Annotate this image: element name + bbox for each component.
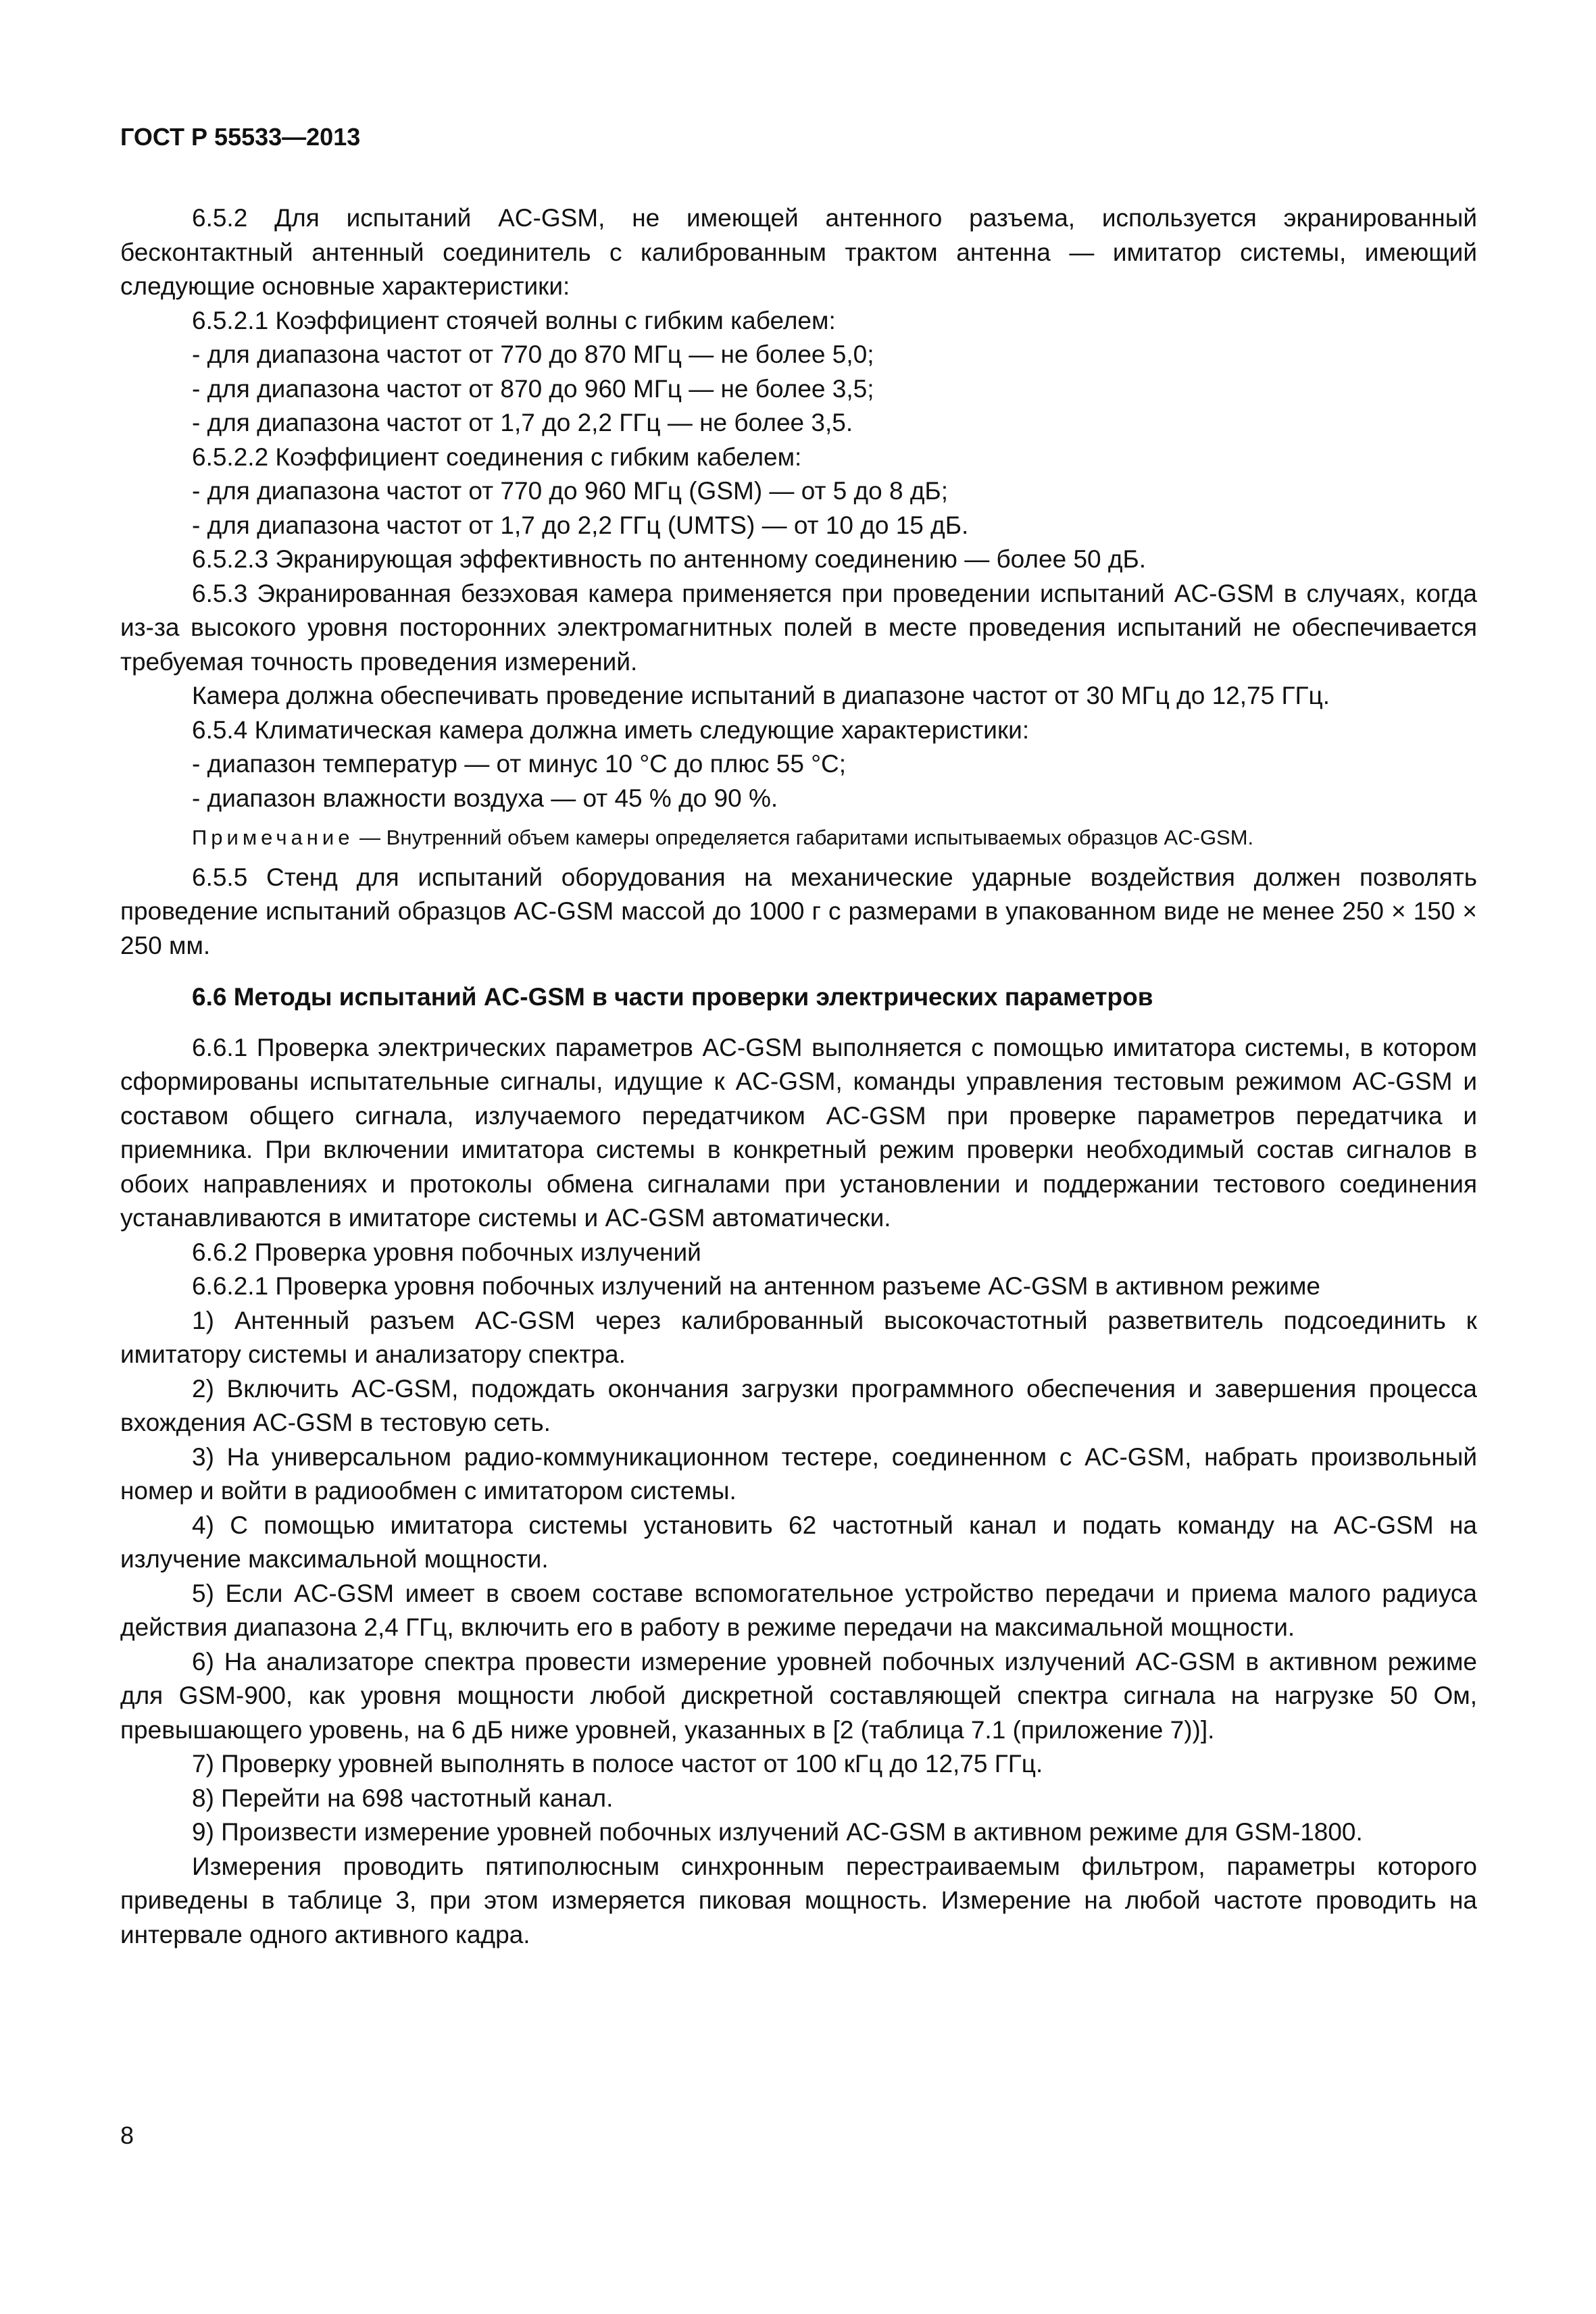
- list-item: - диапазон влажности воздуха — от 45 % до 90 %.: [192, 784, 778, 812]
- paragraph-6-6-2: 6.6.2 Проверка уровня побочных излучений: [192, 1238, 701, 1266]
- list-item: - для диапазона частот от 1,7 до 2,2 ГГц — не более 3,5.: [192, 409, 853, 436]
- step-5: 5) Если AC-GSM имеет в своем составе вспомогательное устройство передачи и приема малого радиуса действия диапазона 2,4 ГГц, включить его в работу в режиме передачи на максимальной мощности.: [120, 1579, 1477, 1641]
- paragraph-chamber-range: Камера должна обеспечивать проведение испытаний в диапазоне частот от 30 МГц до 12,75 ГГц.: [192, 682, 1330, 709]
- step-8: 8) Перейти на 698 частотный канал.: [192, 1784, 614, 1812]
- paragraph-6-6-1: 6.6.1 Проверка электрических параметров AC-GSM выполняется с помощью имитатора системы, в котором сформированы испытательные сигналы, идущие к AC-GSM, команды управления тестовым режимом AC-GSM и составом общего сигнала, излучаемого передатчиком AC-GSM при проверке параметров передатчика и приемника. При включении имитатора системы в конкретный режим проверки необходимый состав сигналов в обоих направлениях и протоколы обмена сигналами при установлении и поддержании тестового соединения устанавливаются в имитаторе системы и AC-GSM автоматически.: [120, 1033, 1477, 1232]
- list-item: - для диапазона частот от 770 до 960 МГц (GSM) — от 5 до 8 дБ;: [192, 477, 948, 505]
- step-2: 2) Включить AC-GSM, подождать окончания загрузки программного обеспечения и завершения процесса вхождения AC-GSM в тестовую сеть.: [120, 1374, 1477, 1436]
- paragraph-6-5-2-2: 6.5.2.2 Коэффициент соединения с гибким кабелем:: [192, 443, 802, 471]
- list-item: - для диапазона частот от 1,7 до 2,2 ГГц (UMTS) — от 10 до 15 дБ.: [192, 511, 969, 539]
- step-3: 3) На универсальном радио-коммуникационном тестере, соединенном с AC-GSM, набрать произвольный номер и войти в радиообмен с имитатором системы.: [120, 1442, 1477, 1505]
- note: [120, 821, 1477, 855]
- note-text: — Внутренний объем камеры определяется габаритами испытываемых образцов AC-GSM.: [353, 826, 1254, 849]
- paragraph-6-5-2: 6.5.2 Для испытаний AC-GSM, не имеющей антенного разъема, используется экранированный бесконтактный антенный соединитель с калиброванным трактом антенна — имитатор системы, имеющий следующие основные характеристики:: [120, 204, 1477, 300]
- step-7: 7) Проверку уровней выполнять в полосе частот от 100 кГц до 12,75 ГГц.: [192, 1750, 1043, 1778]
- paragraph-6-5-3: 6.5.3 Экранированная безэховая камера применяется при проведении испытаний AC-GSM в случаях, когда из-за высокого уровня посторонних электромагнитных полей в месте проведения испытаний не обеспечивается требуемая точность проведения измерений.: [120, 579, 1477, 676]
- paragraph-6-5-5: 6.5.5 Стенд для испытаний оборудования на механические ударные воздействия должен позволять проведение испытаний образцов AC-GSM массой до 1000 г с размерами в упакованном виде не менее 250 × 150 × 250 мм.: [120, 863, 1477, 959]
- page-number: 8: [120, 2121, 134, 2149]
- list-item: - для диапазона частот от 770 до 870 МГц — не более 5,0;: [192, 341, 874, 368]
- list-item: - диапазон температур — от минус 10 °С до плюс 55 °С;: [192, 750, 847, 778]
- step-1: 1) Антенный разъем AC-GSM через калиброванный высокочастотный разветвитель подсоединить к имитатору системы и анализатору спектра.: [120, 1306, 1477, 1368]
- step-9: 9) Произвести измерение уровней побочных излучений AC-GSM в активном режиме для GSM-1800.: [192, 1818, 1363, 1846]
- list-item: - для диапазона частот от 870 до 960 МГц — не более 3,5;: [192, 374, 874, 403]
- document-code-header: ГОСТ Р 55533—2013: [120, 123, 361, 151]
- paragraph-6-5-4: 6.5.4 Климатическая камера должна иметь следующие характеристики:: [192, 715, 1030, 744]
- section-heading-6-6: 6.6 Методы испытаний AC-GSM в части проверки электрических параметров: [192, 983, 1153, 1011]
- paragraph-6-5-2-1: 6.5.2.1 Коэффициент стоячей волны с гибким кабелем:: [192, 306, 836, 334]
- step-6: 6) На анализаторе спектра провести измерение уровней побочных излучений AC-GSM в активном режиме для GSM-900, как уровня мощности любой дискретной составляющей спектра сигнала на нагрузке 50 Ом, превышающего уровень, на 6 дБ ниже уровней, указанных в [2 (таблица 7.1 (приложение 7))].: [120, 1647, 1477, 1744]
- document-body: [120, 201, 1477, 1952]
- paragraph-6-6-2-1: 6.6.2.1 Проверка уровня побочных излучений на антенном разъеме AC-GSM в активном режиме: [192, 1272, 1320, 1300]
- step-4: 4) С помощью имитатора системы установить 62 частотный канал и подать команду на AC-GSM на излучение максимальной мощности.: [120, 1511, 1477, 1573]
- paragraph-measurement: Измерения проводить пятиполюсным синхронным перестраиваемым фильтром, параметры которого приведены в таблице 3, при этом измеряется пиковая мощность. Измерение на любой частоте проводить на интервале одного активного кадра.: [120, 1852, 1477, 1948]
- paragraph-6-5-2-3: 6.5.2.3 Экранирующая эффективность по антенному соединению — более 50 дБ.: [192, 545, 1147, 573]
- note-label: Примечание: [192, 826, 354, 849]
